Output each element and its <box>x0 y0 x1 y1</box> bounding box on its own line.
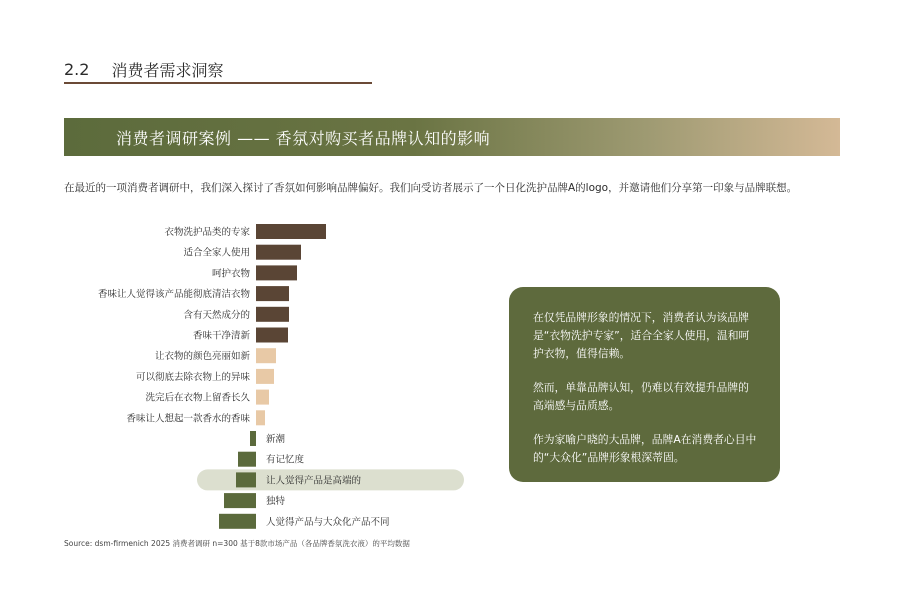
bar <box>256 245 301 260</box>
callout-paragraph-3: 作为家喻户晓的大品牌，品牌A在消费者心目中的“大众化”品牌形象根深蒂固。 <box>533 433 757 464</box>
bar <box>256 307 289 322</box>
section-number: 2.2 <box>64 59 90 79</box>
category-label: 香味让人想起一款香水的香味 <box>126 413 250 425</box>
bar <box>224 493 256 508</box>
insight-callout <box>509 287 780 482</box>
source-note: Source: dsm-firmenich 2025 消费者调研 n=300 基于8款市场产品（各品牌香氛洗衣液）的平均数据 <box>64 539 410 548</box>
category-label: 香味让人觉得该产品能彻底清洁衣物 <box>97 289 250 301</box>
category-label: 含有天然成分的 <box>183 309 250 321</box>
category-label: 有记忆度 <box>266 454 305 466</box>
category-label: 适合全家人使用 <box>183 247 250 259</box>
callout-paragraph-2: 然而，单靠品牌认知，仍难以有效提升品牌的高端感与品质感。 <box>533 381 749 412</box>
category-label: 呵护衣物 <box>211 268 250 280</box>
section-title: 消费者需求洞察 <box>111 60 224 80</box>
category-label: 洗完后在衣物上留香长久 <box>145 392 250 404</box>
bar <box>256 224 326 239</box>
category-label: 让人觉得产品是高端的 <box>266 475 362 487</box>
bar <box>238 452 256 467</box>
category-label: 独特 <box>266 496 286 508</box>
bar <box>256 265 297 280</box>
bar <box>256 390 269 405</box>
bar <box>256 410 265 425</box>
bar <box>219 514 256 529</box>
category-label: 让衣物的颜色亮丽如新 <box>154 351 250 363</box>
bar <box>256 286 289 301</box>
bar <box>250 431 256 446</box>
callout-paragraph-1: 在仅凭品牌形象的情况下，消费者认为该品牌是“衣物洗护专家”，适合全家人使用，温和呵护衣物，值得信赖。 <box>533 311 750 360</box>
category-label: 可以彻底去除衣物上的异味 <box>135 371 250 383</box>
category-label: 香味干净清新 <box>192 330 250 342</box>
bar <box>256 348 276 363</box>
intro-text: 在最近的一项消费者调研中，我们深入探讨了香氛如何影响品牌偏好。我们向受访者展示了一个日化洗护品牌A的logo，并邀请他们分享第一印象与品牌联想。 <box>64 182 798 194</box>
bar <box>236 472 256 487</box>
category-label: 人觉得产品与大众化产品不同 <box>266 516 390 528</box>
category-label: 新潮 <box>266 434 286 445</box>
bar <box>256 369 274 384</box>
banner-title: 消费者调研案例 —— 香氛对购买者品牌认知的影响 <box>116 128 491 148</box>
bar <box>256 328 288 343</box>
category-label: 衣物洗护品类的专家 <box>164 227 250 238</box>
